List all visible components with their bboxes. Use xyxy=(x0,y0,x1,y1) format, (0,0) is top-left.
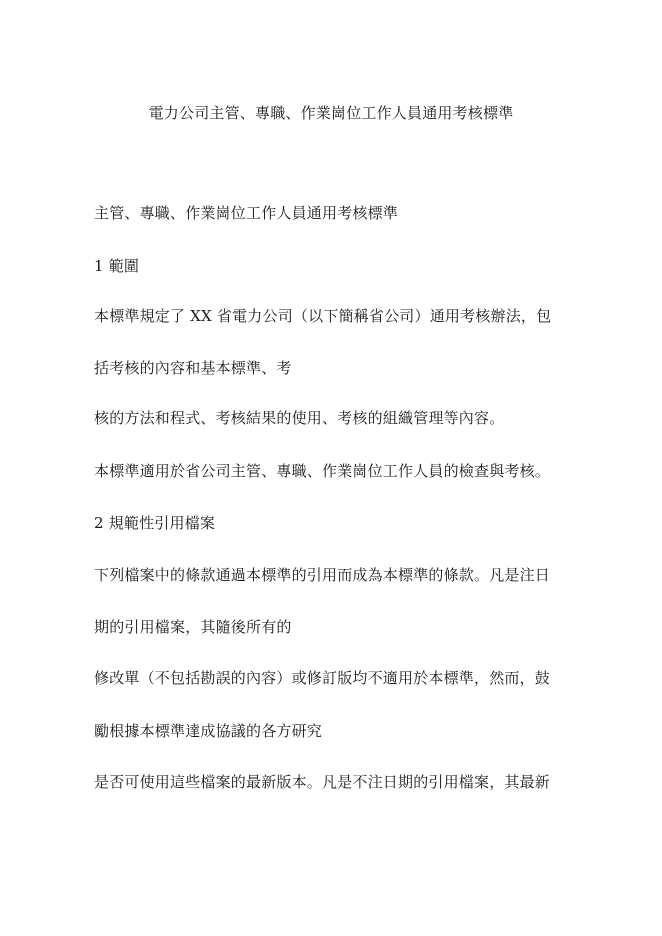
section-heading-scope: 1 範圍 xyxy=(94,257,140,275)
paragraph-line: 本標準規定了 XX 省電力公司（以下簡稱省公司）通用考核辦法，包 xyxy=(94,307,552,325)
paragraph-line: 下列檔案中的條款通過本標準的引用而成為本標準的條款。凡是注日 xyxy=(94,566,551,584)
paragraph-line: 核的方法和程式、考核結果的使用、考核的組織管理等內容。 xyxy=(94,409,505,427)
paragraph-line: 勵根據本標準達成協議的各方研究 xyxy=(94,722,323,740)
document-title: 電力公司主管、專職、作業崗位工作人員通用考核標準 xyxy=(148,104,514,122)
paragraph-line: 括考核的內容和基本標準、考 xyxy=(94,359,292,377)
paragraph-line: 修改單（不包括勘誤的內容）或修訂版均不適用於本標準，然而，鼓 xyxy=(94,669,551,687)
section-heading-references: 2 規範性引用檔案 xyxy=(94,514,216,532)
section-heading: 主管、專職、作業崗位工作人員通用考核標準 xyxy=(94,204,399,222)
paragraph-line: 本標準適用於省公司主管、專職、作業崗位工作人員的檢查與考核。 xyxy=(94,462,551,480)
paragraph-line: 期的引用檔案，其隨後所有的 xyxy=(94,618,292,636)
paragraph-line: 是否可使用這些檔案的最新版本。凡是不注日期的引用檔案，其最新 xyxy=(94,773,551,791)
